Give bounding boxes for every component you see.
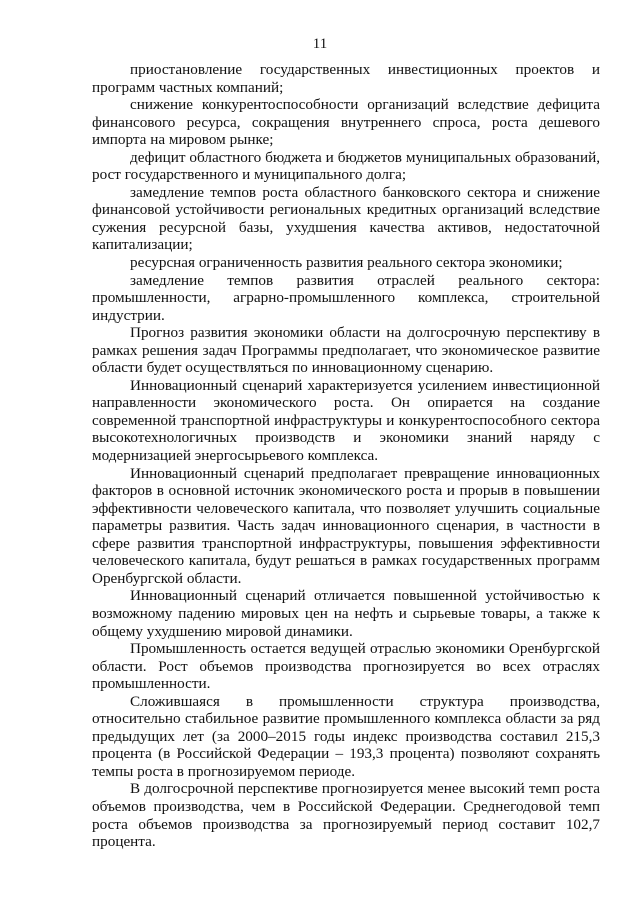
paragraph: ресурсная ограниченность развития реального сектора экономики;: [130, 254, 563, 272]
body-text: [92, 61, 600, 851]
paragraph: В долгосрочной перспективе прогнозируется менее высокий темп роста объемов производства, чем в Российской Федерации. Среднегодовой темп роста объемов производства за прогнозируемый период составит 102,7 процента.: [92, 780, 600, 851]
paragraph: замедление темпов развития отраслей реального сектора: промышленности, аграрно-промышленного комплекса, строительной индустрии.: [92, 271, 600, 324]
page-number: 11: [312, 36, 328, 52]
paragraph: замедление темпов роста областного банковского сектора и снижение финансовой устойчивости региональных кредитных организаций вследствие сужения ресурсной базы, ухудшения качества активов, недостаточной капитализации;: [92, 183, 600, 254]
paragraph: дефицит областного бюджета и бюджетов муниципальных образований, рост государственного и муниципального долга;: [92, 148, 600, 184]
paragraph: Промышленность остается ведущей отраслью экономики Оренбургской области. Рост объемов производства прогнозируется во всех отраслях промышленности.: [92, 640, 600, 693]
paragraph: снижение конкурентоспособности организаций вследствие дефицита финансового ресурса, сокращения внутреннего спроса, роста дешевого импорта на мировом рынке;: [92, 96, 600, 149]
paragraph: Прогноз развития экономики области на долгосрочную перспективу в рамках решения задач Программы предполагает, что экономическое развитие области будет осуществляться по инновационному сценарию.: [92, 324, 600, 377]
paragraph: Сложившаяся в промышленности структура производства, относительно стабильное развитие промышленного комплекса области за ряд предыдущих лет (за 2000–2015 годы индекс производства составил 215,3 процента (в Российской Федерации – 193,3 процента) позволяют сохранять темпы роста в прогнозируемом периоде.: [92, 692, 600, 780]
paragraph: Инновационный сценарий характеризуется усилением инвестиционной направленности экономического роста. Он опирается на создание современной транспортной инфраструктуры и конкурентоспособного сектора высокотехнологичных производств и экономики знаний наряду с модернизацией энергосырьевого комплекса.: [92, 376, 600, 465]
paragraph: приостановление государственных инвестиционных проектов и программ частных компаний;: [92, 61, 600, 96]
paragraph: Инновационный сценарий предполагает превращение инновационных факторов в основной источник экономического роста и прорыв в повышении эффективности человеческого капитала, что позволяет улучшить социальные параметры развития. Часть задач инновационного сценария, в частности в сфере развития транспортной инфраструктуры, повышения эффективности человеческого капитала, будут решаться в рамках государственных программ Оренбургской области.: [92, 464, 600, 587]
paragraph: Инновационный сценарий отличается повышенной устойчивостью к возможному падению мировых цен на нефть и сырьевые товары, а также к общему ухудшению мировой динамики.: [92, 587, 600, 640]
